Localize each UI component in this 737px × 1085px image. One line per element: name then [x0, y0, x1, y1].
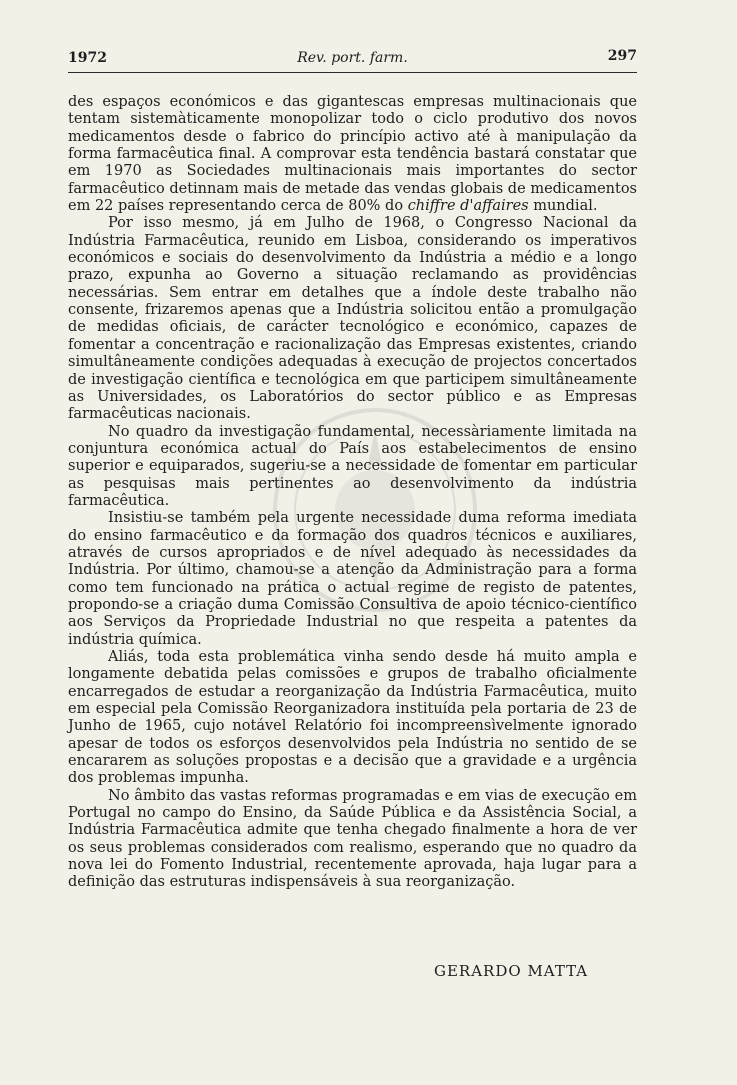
paragraph-2: Por isso mesmo, já em Julho de 1968, o Congresso Nacional da Indústria Farmacêutica, reunido em Lisboa, considerando os imperativos económicos e sociais do desenvolvimento da Indústria a médio e a longo prazo, expunha ao Governo a situação reclamando as providências necessárias. Sem entrar em detalhes que a índole deste trabalho não consente, frizaremos apenas que a Indústria solicitou então a promulgação de medidas oficiais, de carácter tecnológico e económico, capazes de fomentar a concentração e racionalização das Empresas existentes, criando simultâneamente condições adequadas à execução de projectos concertados de investigação científica e tecnológica em que participem simultâneamente as Universidades, os Laboratórios do sector público e as Empresas farmacêuticas nacionais. [68, 215, 637, 423]
header-page-number: 297 [607, 48, 637, 64]
paragraph-1 [68, 94, 637, 215]
paragraph-1-text: des espaços económicos e das gigantescas empresas multinacionais que tentam sistemàticamente monopolizar todo o ciclo produtivo dos novos medicamentos desde o fabrico do princípio activo até à manipulação da forma farmacêutica final. A comprovar esta tendência bastará constatar que em 1970 as Sociedades multinacionais mais importantes do sector farmacêutico detinnam mais de metade das vendas globais de medicamentos em 22 países representando cerca de 80% do [68, 94, 637, 215]
paragraph-4: Insistiu-se também pela urgente necessidade duma reforma imediata do ensino farmacêutico e da formação dos quadros técnicos e auxiliares, através de cursos apropriados e de nível adequado às necessidades da Indústria. Por último, chamou-se a atenção da Administração para a forma como tem funcionado na prática o actual regime de registo de patentes, propondo-se a criação duma Comissão Consultiva de apoio técnico-científico aos Serviços da Propriedade Industrial no que respeita a patentes da indústria química. [68, 510, 637, 648]
author-signature: GERARDO MATTA [434, 962, 589, 980]
running-header [68, 48, 637, 73]
paragraph-3: No quadro da investigação fundamental, necessàriamente limitada na conjuntura económica actual do País aos estabelecimentos de ensino superior e equiparados, sugeriu-se a necessidade de fomentar em particular as pesquisas mais pertinentes ao desenvolvimento da indústria farmacêutica. [68, 423, 637, 509]
paragraph-1-text-end: mundial. [528, 198, 598, 215]
header-journal-title: Rev. port. farm. [297, 50, 408, 66]
header-year: 1972 [68, 50, 107, 66]
paragraph-5: Aliás, toda esta problemática vinha sendo desde há muito ampla e longamente debatida pelas comissões e grupos de trabalho oficialmente encarregados de estudar a reorganização da Indústria Farmacêutica, muito em especial pela Comissão Reorganizadora instituída pela portaria de 23 de Junho de 1965, cujo notável Relatório foi incompreensìvelmente ignorado apesar de todos os esforços desenvolvidos pela Indústria no sentido de se encararem as soluções propostas e a decisão que a gravidade e a urgência dos problemas impunha. [68, 649, 637, 787]
article-body [68, 94, 637, 892]
paragraph-6: No âmbito das vastas reformas programadas e em vias de execução em Portugal no campo do Ensino, da Saúde Pública e da Assistência Social, a Indústria Farmacêutica admite que tenha chegado finalmente a hora de ver os seus problemas considerados com realismo, esperando que no quadro da nova lei do Fomento Industrial, recentemente aprovada, haja lugar para a definição das estruturas indispensáveis à sua reorganização. [68, 787, 637, 891]
paragraph-1-italic-term: chiffre d'affaires [407, 198, 529, 215]
